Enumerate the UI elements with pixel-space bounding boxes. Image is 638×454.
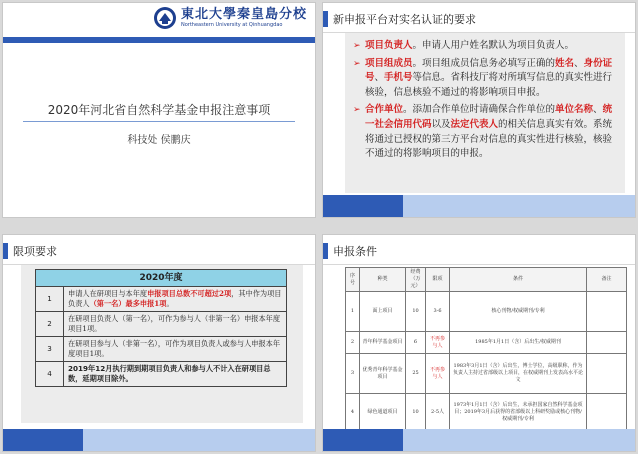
slide-application-conditions[interactable] xyxy=(322,234,636,452)
row-number: 4 xyxy=(36,362,64,387)
bullet-partner-unit xyxy=(353,103,617,161)
slide-heading: 新申报平台对实名认证的要求 xyxy=(333,13,476,26)
row-text: 2019年12月执行期到期项目负责人和参与人不计入在研项目总数，延期项目除外。 xyxy=(64,362,287,387)
slide-footer xyxy=(3,429,315,451)
table-row xyxy=(36,337,287,362)
bullet-project-leader xyxy=(353,39,617,54)
logo-chinese-name: 東北大學秦皇島分校 xyxy=(180,7,307,22)
bullet-keyword: 姓名 xyxy=(555,57,575,69)
slide-header xyxy=(323,235,635,265)
university-logo xyxy=(153,6,307,30)
bullet-text: 。申请人用户姓名默认为项目负责人。 xyxy=(412,40,575,51)
row-number: 2 xyxy=(36,312,64,337)
slide-header xyxy=(3,235,315,265)
bullet-text: 、 xyxy=(574,57,584,69)
slide-real-name-requirements[interactable] xyxy=(322,2,636,218)
slide-heading: 申报条件 xyxy=(333,245,377,258)
slide-heading: 限项要求 xyxy=(13,245,57,258)
bullet-keyword: 单位名称 xyxy=(555,104,594,116)
title-divider xyxy=(23,121,295,122)
bullet-keyword: 项目组成员 xyxy=(365,57,413,69)
bullet-text: 、 xyxy=(374,72,385,84)
logo-english-name: Northeastern University at Qinhuangdao xyxy=(180,22,283,28)
col-header: 序号 xyxy=(346,268,360,292)
col-header: 备注 xyxy=(587,268,627,292)
bullet-keyword: 法定代表人 xyxy=(450,118,499,130)
table-row xyxy=(36,287,287,312)
limits-table xyxy=(35,269,287,387)
col-header: 经费（万元） xyxy=(406,268,426,292)
row-number: 1 xyxy=(36,287,64,312)
bullet-text: 的相关信息真实有效。系统将通过已授权的第三方平台对信息的真实性进行核验，核验不通过的将影响项目的申报。 xyxy=(365,118,613,160)
table-row: 3 优秀青年科学基金项目 25 不再参与人 1983年3月1日（含）后出生，博士学位，高级职称，作为负责人主持过省部级以上项目，在权威期刊上发表高水平论文 xyxy=(346,354,627,394)
bullet-keyword: 统一社会信用代码 xyxy=(365,104,613,130)
col-header: 限项 xyxy=(426,268,450,292)
header-marker xyxy=(323,11,328,27)
row-text: 在研项目负责人（第一名），可作为参与人（非第一名）申报本年度项目1项。 xyxy=(64,312,287,337)
bullet-keyword: 身份证号 xyxy=(365,57,613,84)
slide-footer xyxy=(323,429,635,451)
bullet-text: 等信息。省科技厅将对所填写信息的真实性进行核验，信息核验不通过的将影响项目申报。 xyxy=(365,72,613,98)
bullet-keyword: 项目负责人 xyxy=(365,40,413,51)
table-row: 4 绿色通道项目 10 2-5人 1973年1月1日（含）后出生，未承担国家自然科学基金项目；2019年3月后获得的省部级以上科研奖励或核心刊物/权威期刊/专利 xyxy=(346,394,627,432)
bullet-arrow-icon: ➢ xyxy=(353,58,361,69)
limits-table-panel xyxy=(21,265,303,423)
conditions-table xyxy=(345,267,627,432)
slide-footer xyxy=(323,195,635,217)
slide-title[interactable] xyxy=(2,2,316,218)
bullet-team-members xyxy=(353,57,617,101)
row-text: 在研项目参与人（非第一名），可作为项目负责人或参与人申报本年度项目1项。 xyxy=(64,337,287,362)
title-band xyxy=(3,37,315,43)
table-row xyxy=(36,312,287,337)
col-header: 种类 xyxy=(360,268,406,292)
table-row xyxy=(36,362,287,387)
presentation-title: 2020年河北省自然科学基金申报注意事项 xyxy=(47,103,271,117)
bullet-text: 。添加合作单位时请确保合作单位的 xyxy=(403,104,556,116)
header-marker xyxy=(323,243,328,259)
bullet-text: 以及 xyxy=(431,118,451,130)
table-row: 1 面上项目 10 3-6 核心刊物/权威期刊/专利 xyxy=(346,292,627,332)
row-number: 3 xyxy=(36,337,64,362)
bullet-text: 。项目组成员信息务必填写正确的 xyxy=(412,57,556,69)
table-row: 2 青年科学基金项目 6 不再参与人 1985年1月1日（含）后出生/权威期刊 xyxy=(346,332,627,354)
bullet-keyword: 合作单位 xyxy=(365,104,404,116)
bullet-arrow-icon: ➢ xyxy=(353,41,361,51)
slide-header xyxy=(323,3,635,33)
bullet-keyword: 手机号 xyxy=(384,72,413,84)
bullet-text: 、 xyxy=(593,104,603,116)
row-text: 申请人在研项目与本年度申报项目总数不可超过2项，其中作为项目负责人（第一名）最多申报1项。 xyxy=(64,287,287,312)
requirements-box xyxy=(345,33,625,193)
table-header-row xyxy=(346,268,627,292)
header-marker xyxy=(3,243,8,259)
bullet-arrow-icon: ➢ xyxy=(353,105,361,116)
table-year-header: 2020年度 xyxy=(36,270,287,287)
presenter-name: 科技处 侯鹏庆 xyxy=(127,135,191,146)
col-header: 条件 xyxy=(450,268,587,292)
university-emblem-icon xyxy=(153,6,177,30)
slide-project-limits[interactable] xyxy=(2,234,316,452)
